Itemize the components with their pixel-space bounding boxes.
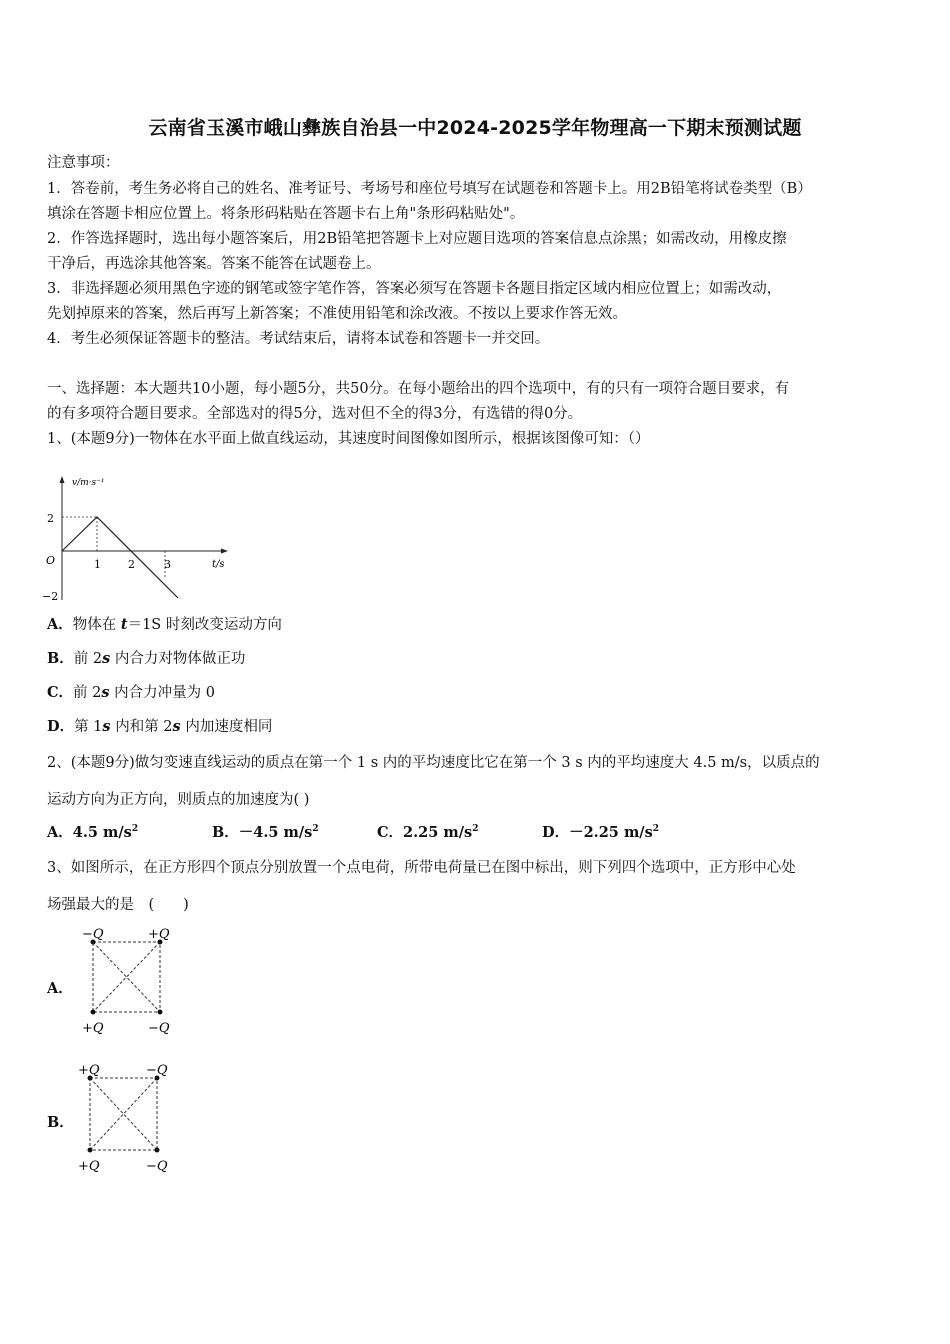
charge-label: +Q xyxy=(78,1159,100,1174)
charge-label: −Q xyxy=(148,1021,170,1036)
option: C．前 2s 内合力冲量为 0 xyxy=(47,684,216,701)
notice-line: 1．答卷前，考生务必将自己的姓名、准考证号、考场号和座位号填写在试题卷和答题卡上。用2B铅笔将试卷类型（B） xyxy=(47,181,812,197)
velocity-time-graph xyxy=(40,470,240,605)
notice-heading: 注意事项： xyxy=(47,155,120,171)
x-tick-label: 1 xyxy=(94,558,101,571)
option: D．第 1s 内和第 2s 内加速度相同 xyxy=(47,718,273,735)
section-instructions: 一、选择题：本大题共10小题，每小题5分，共50分。在每小题给出的四个选项中，有的只有一项符合题目要求，有 xyxy=(47,381,790,397)
y-axis-arrow xyxy=(60,476,65,483)
y-axis-label: v/m·s⁻¹ xyxy=(72,478,105,488)
charge-square-a xyxy=(76,924,180,1038)
question-2-stem: 运动方向为正方向，则质点的加速度为( ) xyxy=(47,792,310,808)
charge-label: −Q xyxy=(82,927,104,942)
x-axis-label: t/s xyxy=(212,559,225,570)
question-3-stem: 场强最大的是 ( ) xyxy=(47,897,189,913)
x-tick-label: 2 xyxy=(128,558,135,571)
page-title: 云南省玉溪市峨山彝族自治县一中2024-2025学年物理高一下期末预测试题 xyxy=(148,117,802,139)
notice-line: 填涂在答题卡相应位置上。将条形码粘贴在答题卡右上角"条形码粘贴处"。 xyxy=(47,206,525,222)
option: A．物体在 t＝1S 时刻改变运动方向 xyxy=(47,616,282,633)
question-2-stem: 2、(本题9分)做匀变速直线运动的质点在第一个 1 s 内的平均速度比它在第一个 3 s 内的平均速度大 4.5 m/s，以质点的 xyxy=(47,755,820,771)
notice-line: 先划掉原来的答案，然后再写上新答案；不准使用铅笔和涂改液。不按以上要求作答无效。 xyxy=(47,306,627,322)
option: B．－4.5 $m/s^2$ xyxy=(212,824,319,841)
option: A．4.5 $m/s^2$ xyxy=(47,824,139,841)
charge-square-b xyxy=(76,1060,180,1174)
charge-label: +Q xyxy=(148,927,170,942)
section-instructions: 的有多项符合题目要求。全部选对的得5分，选对但不全的得3分，有选错的得0分。 xyxy=(47,406,583,422)
charge-label: +Q xyxy=(82,1021,104,1036)
option: C．2.25 $m/s^2$ xyxy=(377,824,479,841)
x-axis-arrow xyxy=(221,549,228,554)
y-tick-label: 2 xyxy=(47,512,54,525)
notice-line: 3．非选择题必须用黑色字迹的钢笔或签字笔作答，答案必须写在答题卡各题目指定区域内相应位置上；如需改动， xyxy=(47,281,782,297)
option: D．－2.25 $m/s^2$ xyxy=(542,824,660,841)
option-label: B． xyxy=(47,1114,74,1131)
charge-label: −Q xyxy=(146,1063,168,1078)
option: B．前 2s 内合力对物体做正功 xyxy=(47,650,246,667)
option-label: A． xyxy=(47,980,73,997)
velocity-line xyxy=(62,517,178,598)
charge-label: +Q xyxy=(78,1063,100,1078)
question-3-stem: 3、如图所示，在正方形四个顶点分别放置一个点电荷，所带电荷量已在图中标出，则下列四个选项中，正方形中心处 xyxy=(47,860,796,876)
y-tick-label: −2 xyxy=(42,590,59,603)
origin-label: O xyxy=(46,554,56,567)
x-tick-label: 3 xyxy=(164,558,171,571)
notice-line: 2．作答选择题时，选出每小题答案后，用2B铅笔把答题卡上对应题目选项的答案信息点涂黑；如需改动，用橡皮擦 xyxy=(47,231,787,247)
notice-line: 4．考生必须保证答题卡的整洁。考试结束后，请将本试卷和答题卡一并交回。 xyxy=(47,331,550,347)
notice-line: 干净后，再选涂其他答案。答案不能答在试题卷上。 xyxy=(47,256,381,272)
charge-label: −Q xyxy=(146,1159,168,1174)
question-1-stem: 1、(本题9分)一物体在水平面上做直线运动，其速度时间图像如图所示，根据该图像可知：（） xyxy=(47,431,650,447)
